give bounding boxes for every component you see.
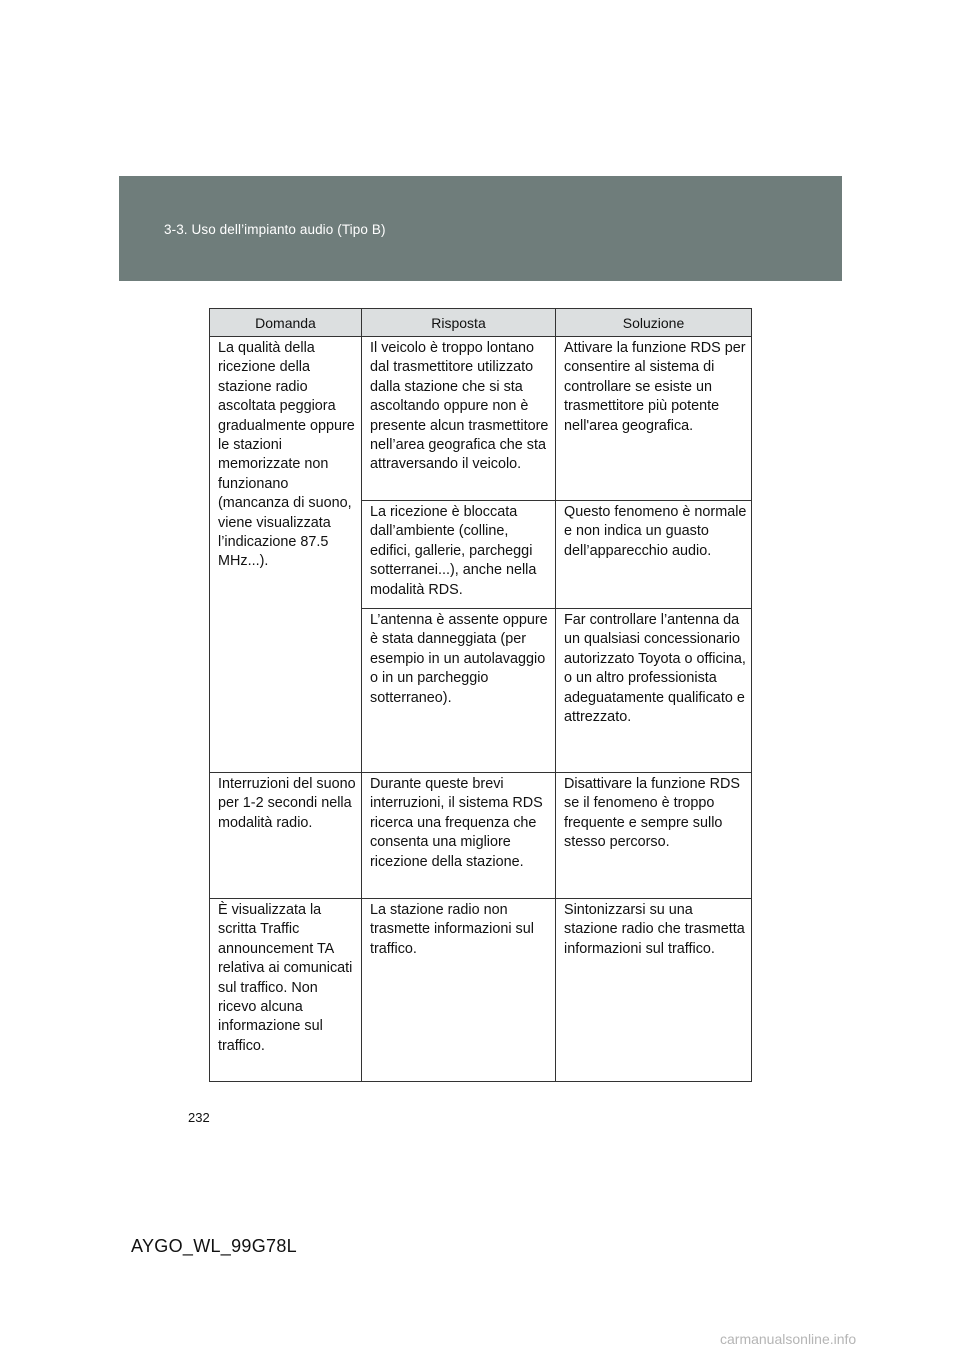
answer-cell: Durante queste brevi interruzioni, il sistema RDS ricerca una frequenza che consenta una migliore ricezione della stazione. — [362, 773, 556, 899]
question-cell: La qualità della ricezione della stazione radio ascoltata peggiora gradualmente oppure le stazioni memorizzate non funzionano (mancanza di suono, viene visualizzata l’indicazione 87.5 MHz...). — [210, 337, 362, 773]
answer-cell: Il veicolo è troppo lontano dal trasmettitore utilizzato dalla stazione che si sta ascoltando oppure non è presente alcun trasmettitore nell’area geografica che sta attraversando il veicolo. — [362, 337, 556, 501]
solution-cell: Attivare la funzione RDS per consentire al sistema di controllare se esiste un trasmettitore più potente nell'area geografica. — [556, 337, 752, 501]
solution-cell: Disattivare la funzione RDS se il fenomeno è troppo frequente e sempre sullo stesso percorso. — [556, 773, 752, 899]
column-header-soluzione: Soluzione — [556, 309, 752, 337]
column-header-domanda: Domanda — [210, 309, 362, 337]
column-header-risposta: Risposta — [362, 309, 556, 337]
answer-cell: La stazione radio non trasmette informazioni sul traffico. — [362, 899, 556, 1082]
answer-cell: La ricezione è bloccata dall’ambiente (colline, edifici, gallerie, parcheggi sotterranei...), anche nella modalità RDS. — [362, 501, 556, 609]
answer-cell: L’antenna è assente oppure è stata danneggiata (per esempio in un autolavaggio o in un parcheggio sotterraneo). — [362, 609, 556, 773]
table-header-row — [210, 309, 752, 337]
solution-cell: Far controllare l’antenna da un qualsiasi concessionario autorizzato Toyota o officina, o un altro professionista adeguatamente qualificato e attrezzato. — [556, 609, 752, 773]
solution-cell: Questo fenomeno è normale e non indica un guasto dell’apparecchio audio. — [556, 501, 752, 609]
section-header-band — [119, 176, 842, 281]
troubleshooting-table — [209, 308, 752, 1082]
page-number: 232 — [188, 1110, 210, 1125]
question-cell: È visualizzata la scritta Traffic announcement TA relativa ai comunicati sul traffico. Non ricevo alcuna informazione sul traffico. — [210, 899, 362, 1082]
watermark: carmanualsonline.info — [720, 1331, 857, 1347]
table-row — [210, 337, 752, 501]
document-code: AYGO_WL_99G78L — [131, 1236, 297, 1256]
section-title: 3-3. Uso dell’impianto audio (Tipo B) — [164, 222, 386, 237]
solution-cell: Sintonizzarsi su una stazione radio che trasmetta informazioni sul traffico. — [556, 899, 752, 1082]
question-cell: Interruzioni del suono per 1-2 secondi nella modalità radio. — [210, 773, 362, 899]
table-row — [210, 899, 752, 1082]
table-row — [210, 773, 752, 899]
